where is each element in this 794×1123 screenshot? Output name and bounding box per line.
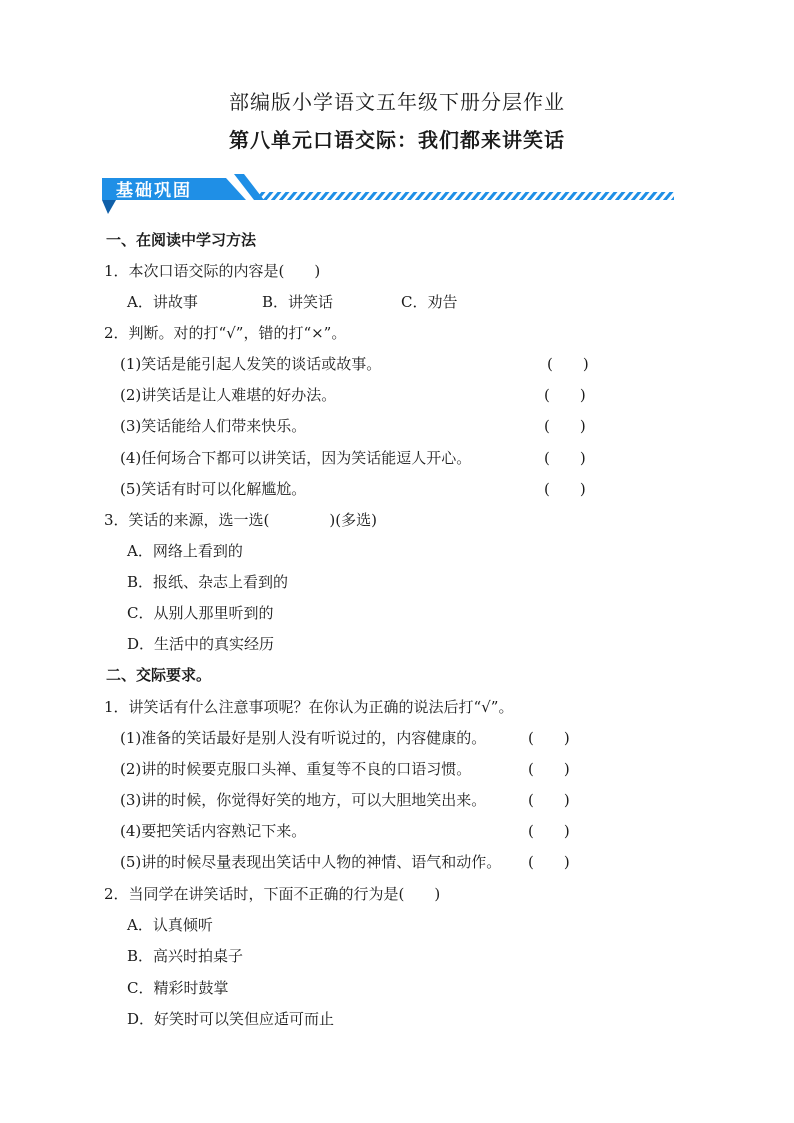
question-2-stem: 2．当同学在讲笑话时，下面不正确的行为是( ): [104, 885, 441, 903]
judge-item-3: (3)笑话能给人们带来快乐。: [120, 417, 307, 435]
judge-item-1: (1)笑话是能引起人发笑的谈话或故事。: [120, 355, 382, 373]
section-heading-2: 二、交际要求。: [106, 666, 212, 684]
section-heading-1: 一、在阅读中学习方法: [106, 231, 257, 249]
unit-subtitle: 第八单元口语交际：我们都来讲笑话: [229, 128, 565, 152]
option-b: B．高兴时拍桌子: [127, 947, 244, 965]
answer-blank[interactable]: ( ): [528, 760, 570, 778]
question-1-stem: 1．本次口语交际的内容是( ): [104, 262, 321, 280]
judge-item-2: (2)讲笑话是让人难堪的好办法。: [120, 386, 337, 404]
question-2-stem: 2．判断。对的打“√”，错的打“×”。: [104, 324, 347, 342]
option-a: A．网络上看到的: [127, 542, 243, 560]
answer-blank[interactable]: ( ): [528, 853, 570, 871]
option-a: A．认真倾听: [127, 916, 213, 934]
judge-item-4: (4)任何场合下都可以讲笑话，因为笑话能逗人开心。: [120, 449, 472, 467]
option-b: B．讲笑话: [262, 293, 334, 311]
worksheet-title: 部编版小学语文五年级下册分层作业: [229, 90, 565, 114]
answer-blank[interactable]: ( ): [528, 791, 570, 809]
judge-item-5: (5)笑话有时可以化解尴尬。: [120, 480, 307, 498]
option-a: A．讲故事: [127, 293, 198, 311]
option-d: D．生活中的真实经历: [127, 635, 275, 653]
tip-item-2: (2)讲的时候要克服口头禅、重复等不良的口语习惯。: [120, 760, 472, 778]
option-c: C．劝告: [401, 293, 458, 311]
option-c: C．精彩时鼓掌: [127, 979, 229, 997]
answer-blank[interactable]: ( ): [544, 386, 586, 404]
question-1-stem: 1．讲笑话有什么注意事项呢？在你认为正确的说法后打“√”。: [104, 698, 514, 716]
answer-blank[interactable]: ( ): [528, 822, 570, 840]
question-3-stem: 3．笑话的来源，选一选( )(多选): [104, 511, 377, 529]
answer-blank[interactable]: ( ): [544, 480, 586, 498]
option-d: D．好笑时可以笑但应适可而止: [127, 1010, 335, 1028]
answer-blank[interactable]: ( ): [544, 449, 586, 467]
answer-blank[interactable]: ( ): [544, 417, 586, 435]
answer-blank[interactable]: ( ): [528, 729, 570, 747]
answer-blank[interactable]: ( ): [547, 355, 589, 373]
tip-item-5: (5)讲的时候尽量表现出笑话中人物的神情、语气和动作。: [120, 853, 502, 871]
option-c: C．从别人那里听到的: [127, 604, 274, 622]
tip-item-4: (4)要把笑话内容熟记下来。: [120, 822, 307, 840]
tip-item-1: (1)准备的笑话最好是别人没有听说过的，内容健康的。: [120, 729, 487, 747]
banner-label: 基础巩固: [116, 181, 192, 201]
tip-item-3: (3)讲的时候，你觉得好笑的地方，可以大胆地笑出来。: [120, 791, 487, 809]
option-b: B．报纸、杂志上看到的: [127, 573, 289, 591]
